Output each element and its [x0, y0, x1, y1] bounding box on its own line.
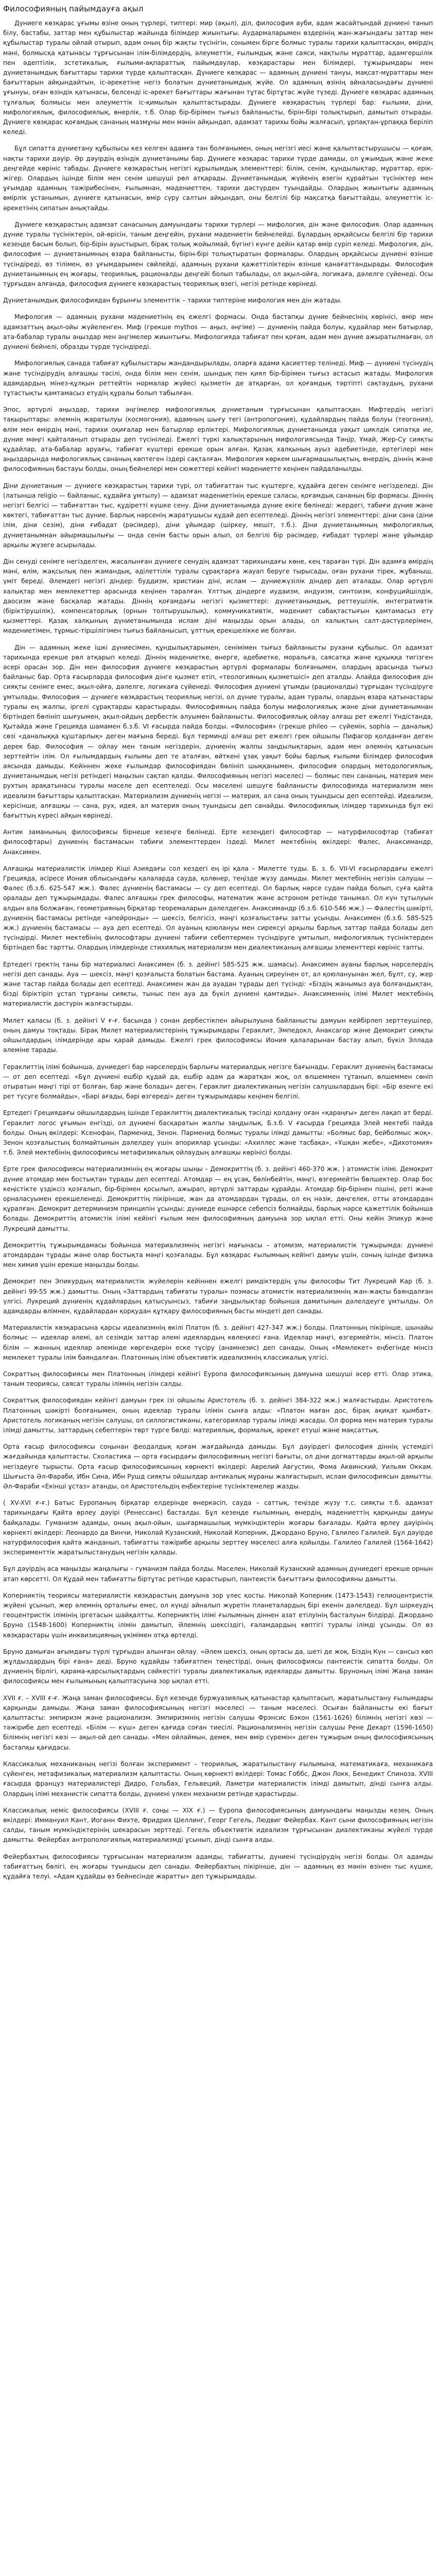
paragraph: Дүниеге көзқарас ұғымы өзіне оның түрлері, типтері: мир (ақыл), діл, философия ауби, адам жасайтындай дүниені танып білу, бастабы, заттар мен құбылыстар жайында білімдер жиынтығы. Аудармаларымен өздерінің жан-жағындағы заттар мен құбылыстар туралы ойлай отырып, адам оның бір жақты түсінігін, сонымен бірге болмыс туралы тарихи қалыптасқан, өмірдің мәні, болмысқа қатынасы тұрғысынан ілім-білімдердің, әлеуметтік, ғылымдық және саяси, нақтылы мұраттар, адамгершілік пен әдептілік, эстетикалық, ғылыми-ақпараттық пайымдаулар, көзқарастары мен білімдері, тұжырымдары мен дүниетанымдық бағыттары тарихи түрде қалыптасқан. Дүниеге көзқарас — адамның дүниені тануы, мақсат-мұраттары мен бағыттарын айқындайтын, іс-әрекетіне негіз болатын дүниетанымдық жүйе. Ол адамның өзінің айналасындағы дүниені ұғынуы, оған өзіндік қатынасы, белсенді іс-әрекет бағыттары жағынан тұтас біртұтас жүйе түзеді. Дүниеге көзқарас адамның тұлғалық болмысы мен әлеуметтік іс-қимылын қалыптастырады. Дүниеге көзқарастың түрлері бар: ғылыми, діни, мифологиялық, философиялық, өнерлік, т.б. Олар бір-бірімен тығыз байланысты, бірін-бірі толықтырып, дамытып отырады. Дүниеге көзқарас қоғамдық сананың мазмұны мен мәнін айқындап, адамзат тарихы бойы жалғасып, ұрпақтан-ұрпаққа беріліп келеді. [3, 20, 433, 136]
paragraph: Мифологиялық санада табиғат құбылыстары жандандырылады, оларға адами қасиеттер телінеді. Миф — дүниені түсінудің және түсіндірудің алғашқы тәсілі, онда білім мен сенім, шындық пен қиял бір-бірімен тығыз астасып жатады. Мифология адамдардың мінез-құлқын реттейтін нормалар жүйесі қызметін де атқарған, ол қоғамдық тәртіпті сақтаудың, рухани тұтастықты қамтамасыз етудің құралы болып табылған. [3, 360, 433, 397]
paragraph: Демокриттің тұжырымдамасы бойынша материализмнің негізгі мағынасы – атомизм, материалистік тұжырымда: дүниені атомдардан тұрады және олар бостықта мәңгі қозғалады. Бұл көзқарас ғылымның кейінгі дамуы үшін, соның ішінде физика мен химия үшін ерекше маңызды болды. [3, 1241, 433, 1269]
paragraph: Мифология — адамның рухани мәдениетінің ең ежелгі формасы. Онда бастапқы дүние бейнесінің көрінісі, өмір мен адамзаттың ақыл-ойы жүйеленген. Миф (грекше mythos — аңыз, әңгіме) — дүниенің пайда болуы, құдайлар мен батырлар, ата-бабалар туралы аңыздар мен әңгімелер жиынтығы. Мифологияда табиғат пен қоғам, адам мен дүние ажыратылмаған, ол дүниені бейнелі, образды түрде түсіндіреді. [3, 313, 433, 351]
page-title: Философияның пайымдауға ақыл [3, 4, 144, 13]
paragraph: Бұл дәуірдің аса маңызды жаңалығы – гуманизм пайда болды. Мәселен, Николай Кузанский адамның дүниедегі ерекше орнын атап көрсетті. Ол Құдай мен табиғатты біртұтас ретінде қарастырып, пантеистік бағыттағы философияны дамытты. [3, 1565, 433, 1583]
paragraph: Сократтық философиядан кейінгі дамуын грек ізі ойшылы Аристотель (б. з. дейінгі 384-322 жж.) жалғастырды. Аристотель Платонның шәкірті болғанымен, оның идеялар туралы ілімін сынға алды: «Платон маған дос, бірақ ақиқат қымбат». Аристотель логиканың негізін салушы, ол силлогистиканы, категориялар туралы ілімді жасады. Ол форма мен материя туралы ілімді дамытты, заттардың себептерін төрт түрге бөлді: материялық, формалық, әрекет етуші және мақсаттық. [3, 1397, 433, 1434]
paragraph: ( XV-XVI ғ-ғ.) Батыс Еуропаның бірқатар елдерінде өнеркәсіп, сауда – саттық, теңізде жүзу т.с. сияқты т.б. адамзат тарихындағы Қайта өрлеу дәуірі (Ренессанс) басталды. Бұл кезеңде ғылымның, өнердің, мәдениеттің қарқынды дамуы байқалады. Гуманизм адамды, оның ақыл-ойын, шығармашылық мүмкіндіктерін жоғары бағалады. Қайта өрлеу дәуірінің көрнекті өкілдері: Леонардо да Винчи, Николай Кузанский, Николай Коперник, Джордано Бруно, Галилео Галилей. Бұл дәуірде натурфилософия қайта жанданып, табиғатты тәжірибе арқылы зерттеу мәселесі алға қойылды. Галилео Галилей (1564-1642) эксперименттік жаратылыстанудың негізін қалады. [3, 1499, 433, 1556]
paragraph: Милет қаласы (б. з. дейінгі V ғ-ғ. басында ) сонан дербестікпен айырылуына байланысты дамуын кейбірлеп зерттеушілер, оның дамуы тоқтады. Бірақ Милет материалистерінің тұжырымдары Гераклит, Эмпедокл, Анаксагор және Демокрит сияқты ойшылдардың ілімдерінде ары қарай дамыды. Ежелгі грек философиясы Иония қалаларынан бастау алып, бүкіл Эллада әлеміне тарады. [3, 1016, 433, 1054]
paragraph: Гераклиттің ілімі бойынша, дүниедегі бар нәрселердің барлығы материалдық негізге бағынады. Гераклит дүниенің бастамасы — от деп есептеді. «Бұл дүниені ешбір құдай да, ешбір адам да жаратқан жоқ, ол өлшеммен тұтанып, өлшеммен сөніп отыратын мәңгі тірі от болған, бар және болады» деген. Гераклит диалектиканың негізін салушылардың бірі: «Бір өзенге екі рет түсуге болмайды», «Бәрі ағады, бәрі өзгереді» деген тұжырымдары кеңінен белгілі. [3, 1063, 433, 1100]
paragraph: Ертедегі Грециядағы ойшылдардың ішінде Гераклиттің диалектикалық тәсілді қолдану оған «қараңғы» деген лақап ат берді. Гераклит логос ұғымын енгізді, ол дүниені басқаратын жалпы заңдылық. Б.з.б. V ғасырда Грецияда Элей мектебі пайда болды. Оның өкілдері: Ксенофан, Парменид, Зенон. Парменид болмыс туралы ілімді дамытты: «Болмыс бар, бейболмыс жоқ». Зенон қозғалыстың болмайтынын дәлелдеу үшін апориялар ұсынды: «Ахиллес және тасбақа», «Ұшқан жебе», «Дихотомия» т.б. Элей мектебінің философиясы метафизикалық ойлаудың алғашқы көрінісі болды. [3, 1109, 433, 1157]
paragraph: Дүниетанымдық философиядан бұрынғы элементтік – тарихи типтеріне мифология мен дін жатады. [3, 297, 342, 304]
paragraph: Дүниеге көзқарастың адамзат санасының дамуындағы тарихи түрлері — мифология, дін және философия. Олар адамның дүние туралы түсініктерін, ой-өрісін, таным деңгейін, рухани мәдениетін бейнелейді. Бұлардың әрқайсысы белгілі бір тарихи кезеңде басым болып, бір-бірін ауыстырып, бірақ толық жойылмай, бүгінгі күнге дейін қатар өмір сүріп келеді. Мифология, дін, философия — дүниетанымның өзара байланысты, бірін-бірі толықтыратын формалары. Олардың әрқайсысы дүниені өзінше түсіндіреді, өз тілімен, өз ұғымдарымен сөйлейді, адамның рухани қажеттіліктерін өзінше қанағаттандырады. Философия дүниетанымның ең жоғары, теориялық, рационалды деңгейі болып табылады, ол ақыл-ойға, логикаға, дәлелге сүйенеді. Осы тұрғыдан алғанда, философия дүниеге көзқарастың теориялық өзегі, негізі ретінде көрінеді. [3, 221, 433, 288]
paragraph: Фейербахтың философиясы тұрғысынан материализм адамды, табиғатты, дүниені түсіндірудің негізі болды. Ол адамды табиғаттың бөлігі, ең жоғары туындысы деп санады. Фейербахтың пікірінше, дін — адамның өз мәнін өзінен тыс күшке, құдайға телуі. «Адам құдайды өз бейнесінде жаратты» деп тұжырымдады. [3, 1853, 433, 1880]
paragraph: XVII ғ. – XVIII ғ-ғ. Жаңа заман философиясы. Бұл кезеңде буржуазиялық қатынастар қалыптасып, жаратылыстану ғылымдары қарқынды дамыды. Жаңа заман философиясының негізгі мәселесі — таным мәселесі. Осыған байланысты екі бағыт қалыптасты: эмпиризм және рационализм. Эмпиризмнің негізін салушы Фрэнсис Бэкон (1561-1626) білімнің негізгі көзі — тәжірибе деп есептеді. «Білім — күш» деген қағида соған тиесілі. Рационализмнің негізін салушы Рене Декарт (1596-1650) білімнің негізгі көзі — ақыл-ой деп санады. «Мен ойлаймын, демек, мен өмір сүремін» деген тұжырым оның философиясының бастапқы қағидасы. [3, 1694, 433, 1751]
paragraph: Коперниктің теориясы материалистік көзқарастың дамуына зор үлес қосты. Николай Коперник (1473-1543) гелиоцентристік жүйені ұсынып, жер әлемнің орталығы емес, ол күнді айналып жүретін планеталардың бірі екенін дәлелдеді. Бұл шіркеудің геоцентристік ілімінің іргетасын шайқалтты. Коперниктің ілімі ғылымның діннен азат етілуінің басталуын білдірді. Джордано Бруно (1548-1600) Коперниктің ілімін дамытып, Әлемнің шексіздігі, ғаламдардың көптігі туралы ілімді ұсынды. Ол өз көзқарастары үшін инквизицияның үкімімен отқа өртелді. [3, 1591, 433, 1639]
article-body [3, 19, 433, 1882]
paragraph: Классикалық механиканың негізі болған эксперимент – теориялық, жаратылыстану ғылымына, математикаға, механикаға сүйенген, метафизикалық материализм қалыптасты. Оның көрнекті өкілдері: Томас Гоббс, Джон Локк, Бенедикт Спиноза. XVIII ғасырда француз материалистері Дидро, Гольбах, Гельвеций, Ламетри материалистік ілімді дамытып, дінді сынға алды. Олардың ілімі механистік сипатта болды, дүниені үлкен механизм ретінде қарастырды. [3, 1760, 433, 1798]
paragraph: Ерте грек философиясы материализмінің ең жоғары шыңы – Демокриттің (б. з. дейінгі 460-370 жж. ) атомистік ілімі. Демокрит дүние атомдар мен бостықтан тұрады деп есептеді. Атомдар — ең ұсақ, бөлінбейтін, мәңгі, өзгермейтін бөлшектер. Олар бос кеңістікте үздіксіз қозғалып, бір-бірімен қосылып, ажырап, әртүрлі заттарды құрайды. Атомдар бір-бірінен пішіні, реті және орналасуымен ерекшеленеді. Демокриттің пікірінше, жан да атомдардан тұрады, ол ең нәзік, дөңгелек, отты атомдардан құралған. Демокрит детерминизм принципін ұсынды: дүниеде ешнәрсе себепсіз болмайды, барлық нәрсе қажеттілік бойынша болады. Демокриттің атомистік ілімі кейінгі ғылым мен философияның дамуына зор ықпал етті. Оны кейін Эпикур және Лукреций дамытты. [3, 1165, 433, 1232]
paragraph: Эпос, әртүрлі аңыздар, тарихи әңгімелер мифологиялық дүниетаным тұрғысынан қалыптасқан. Мифтердің негізгі тақырыптары: әлемнің жаратылуы (космогония), адамның шығу тегі (антропогония), құдайлардың пайда болуы (теогония), өлім мен өмірдің мәні, тарихи оқиғалар мен батырлар ерліктері. Мифологиялық дүниетанымда уақыт циклдік сипатқа ие, дүние мәңгі қайталанып отырады деп түсініледі. Ежелгі түркі халықтарының мифологиясында Тәңір, Ұмай, Жер-Су сияқты құдайлар, ата-бабалар аруағы, табиғат күштері ерекше орын алған. Қазақ халқының ауыз әдебиетінде, ертегілері мен аңыздарында мифологиялық сананың көптеген іздері сақталған. Мифология көркем шығармашылықтың, өнердің, діннің және философияның бастауы болды, оның бейнелері мен сюжеттері кейінгі мәдениетте кеңінен пайдаланылды. [3, 406, 433, 473]
paragraph: Сократтың философиясы мен Платонның ілімдері кейінгі Еуропа философиясының дамуына шешуші әсер етті. Олар этика, таным теориясы, саясат туралы ілімнің негізін салды. [3, 1370, 433, 1388]
paragraph: Ертедегі гректің таны бір материалисі Анаксимен (б. з. дейінгі 585-525 жж. шамасы). Анаксимен ауаны барлық нәрселердің негізі деп санады. Ауа — шексіз, мәңгі қозғалыста болатын бастама. Ауаның сиреуінен от, ал қоюлануынан жел, бұлт, су, жер және тастар пайда болады деп есептеді. Анаксимен жан да ауадан тұрады деп түсінді: «Біздің жанымыз ауа болғандықтан, бізді біріктіріп ұстап тұрғаны сияқты, тыныс пен ауа да бүкіл дүниені қамтиды». Анаксименнің ілімі Милет мектебінің материалистік дәстүрін жалғастырды. [3, 960, 433, 1008]
paragraph: Діни дүниетаным — дүниеге көзқарастың тарихи түрі, ол табиғаттан тыс күштерге, құдайға деген сенімге негізделеді. Дін (латынша religio — байланыс, құдайға ұмтылу) — адамзат мәдениетінің ерекше саласы, қоғамдық сананың бір формасы. Діннің негізгі белгісі — табиғаттан тыс, құдіретті күшке сену. Діни дүниетанымда дүние екіге бөлінеді: жердегі, табиғи дүние және көктегі, табиғаттан тыс дүние. Барлық нәрсенің жаратушысы құдай деп есептеледі. Діннің негізгі элементтері: діни сана (діни ілім, діни сезім), діни ғибадат (рәсімдер), діни ұйымдар (шіркеу, мешіт, т.б.). Діни дүниетанымның мифологиялық дүниетанымнан айырмашылығы — онда сенім басты орын алып, ол белгілі бір рәсімдер, ғибадат түрлері және ұйымдар арқылы жүзеге асырылады. [3, 482, 433, 549]
paragraph: Демокрит пен Эпикурдың материалистік жүйелерін кейіннен ежелгі римдіктердің ұлы философы Тит Лукреций Кар (б. з. дейінгі 99-55 жж.) дамытты. Оның «Заттардың табиғаты туралы» поэмасы атомистік материализмнің жан-жақты баяндалған үлгісі. Лукреций дүниенің құдайлардың қатысуынсыз, табиғи заңдылықтар бойынша дамитынын дәлелдеуге ұмтылды. Ол адамдарды өлімнен, құдайлардан қорқудан құтқару философияның басты міндеті деп санады. [3, 1278, 433, 1315]
paragraph: Материалистік көзқарасына қарсы идеализмнің өкілі Платон (б. з. дейінгі 427-347 жж.) болды. Платонның пікірінше, шынайы болмыс — идеялар әлемі, ал сезімдік заттар әлемі идеялардың көлеңкесі ғана. Идеялар мәңгі, өзгермейтін, мінсіз. Платон білім — жанның идеялар әлемінде көргендерін еске түсіру (анамнезис) деп санады. Оның «Мемлекет» еңбегінде мінсіз мемлекет туралы ілім баяндалған. Платонның ілімі объективтік идеализмнің классикалық үлгісі. [3, 1324, 433, 1361]
paragraph: Орта ғасыр философиясы соңынан феодалдық қоғам жағдайында дамыды. Бұл дәуірдегі философия діннің үстемдігі жағдайында қалыптасты. Схоластика — орта ғасырдағы философияның негізгі бағыты, ол діни догматтарды ақыл-ой арқылы негіздеуге тырысты. Орта ғасыр философиясының көрнекті өкілдері: Аврелий Августин, Фома Аквинский, Уильям Оккам. Шығыста Әл-Фараби, Ибн Сина, Ибн Рушд сияқты ойшылдар антикалық мұраны жалғастырып, ислам философиясын дамытты. Әл-Фараби «Екінші ұстаз» атанды, ол Аристотельдің еңбектеріне түсініктемелер жазды. [3, 1443, 433, 1490]
paragraph: Бруно дамыған ағымдағы түрлі тұрғыдан алынған ойлау. «Әлем шексіз, оның ортасы да, шеті де жоқ. Біздің Күн — сансыз көп жұлдыздардың бірі ғана» деді. Бруно құдайды табиғатпен теңестірді, оның философиясы пантеистік сипатта болды. Ол дүниенің бірлігі, қарама-қарсылықтардың сәйкестігі туралы диалектикалық идеяларды дамытты. Бруноның ілімі Жаңа заман философиясы мен ғылымының қалыптасуына зор ықпал етті. [3, 1648, 433, 1685]
paragraph: Дін — адамның жеке ішкі дүниесімен, құндылықтарымен, сенімімен тығыз байланысты рухани құбылыс. Ол адамзат тарихында ерекше рөл атқарып келеді. Діннің мәдениетке, өнерге, әдебиетке, моральға, саясатқа және құқыққа тигізген әсері орасан зор. Дін мен философия дүниеге көзқарастың әртүрлі формалары болғанымен, олардың арасында тығыз байланыс бар. Орта ғасырларда философия дінге қызмет етіп, «теологияның қызметшісі» деп аталды. Алайда философия дін сияқты сенімге емес, ақыл-ойға, дәлелге, логикаға сүйенеді. Философия дүниені ұтымды (рационалды) тұрғыдан түсіндіруге ұмтылады. Философия — дүниеге көзқарастың теориялық негізі, ол дүние туралы, адам туралы, олардың өзара қатынастары туралы ең жалпы, іргелі сұрақтарды қарастырады. Философияның пайда болуы мифологиялық және діни дүниетанымнан біртіндеп бөлініп шығуымен, ақыл-ойдың дербестік алуымен байланысты. Философиялық ойлау алғаш рет ежелгі Үндістанда, Қытайда және Грецияда шамамен б.з.б. VI ғасырда пайда болды. «Философия» (грекше phileo — сүйемін, sophia — даналық) сөзі «даналыққа құштарлық» деген мағына береді. Бұл терминді алғаш рет ежелгі грек ойшылы Пифагор қолданған деген дерек бар. Философия — ойлау мен таным негіздерін, дүниенің жалпы заңдылықтарын, адам мен әлемнің қатынасын зерттейтін ілім. Ол ғылымдардың ғылымы деп те аталған, өйткені ұзақ уақыт бойы барлық ғылыми білімдер философия аясында дамыды. Кейіннен жеке ғылымдар философиядан бөлініп шыққанымен, философия олардың методологиялық, дүниетанымдық негізі ретіндегі маңызын сақтап қалды. Философияның негізгі мәселесі — болмыс пен сананың, материя мен рухтың арақатынасы туралы мәселе деп есептеледі. Осы мәселені шешуге байланысты философияда материализм мен идеализм бағыттары қалыптасқан. Материализм дүниенің негізі — материя, ал сана оның туындысы деп есептейді. Идеализм, керісінше, алғашқы — сана, рух, идея, ал материя оның туындысы деп санайды. Философиялық ілімдер тарихында бұл екі бағыттың күресі айқын көрінеді. [3, 643, 433, 820]
paragraph: Антик заманының философиясы бірнеше кезеңге бөлінеді. Ерте кезеңдегі философтар — натурфилософтар (табиғат философтары) дүниенің бастамасын табиғи элементтерден іздеді. Милет мектебінің өкілдері: Фалес, Анаксимандр, Анаксимен. [3, 828, 433, 856]
paragraph: Бұл сипатта дүниетану құбылысы кез келген адамға тән болғанымен, оның негізгі иесі және қалыптастырушысы — қоғам, нақты тарихи дәуір. Әр дәуірдің өзіндік дүниетанымы бар. Дүниеге көзқарас тарихи түрде дамиды, ол ұжымдық және жеке деңгейде көрініс табады. Дүниеге көзқарастың негізгі құрылымдық элементтері: білім, сенім, құндылықтар, мұраттар, ерік-жігер. Олардың ішінде білім мен сенім шешуші рөл атқарады. Дүниетанымдық жүйенің өзегін құрайтын түсініктер мен ұғымдар адамның тәжірибесінен, ғылымнан, мәдениеттен, тарихи дәстүрден туындайды. Олардың жиынтығы адамның өмірлік ұстанымын, дүниеге қатынасын, өмір сүру салтын айқындап, оны белгілі бір мақсатқа бағыттайды, әлеуметтік іс-әрекетінің сипатын анықтайды. [3, 145, 433, 212]
paragraph: Классикалық неміс философиясы (XVIII ғ. соңы — XIX ғ.) — Еуропа философиясының дамуындағы маңызды кезең. Оның өкілдері: Иммануил Кант, Иоганн Фихте, Фридрих Шеллинг, Георг Гегель, Людвиг Фейербах. Кант сыни философияның негізін салды, таным мүмкіндіктерінің шекарасын зерттеді. Гегель объективтік идеализм тұрғысынан диалектиканы жүйелі түрде дамытты. Фейербах антропологиялық материализмді ұсынып, дінді сынға алды. [3, 1806, 433, 1844]
paragraph: Алғашқы материалистік ілімдер Кіші Азиядағы сол кездегі ең ірі қала – Милетте туды. Б. з. б. VII-VI ғасырлардағы ежелгі Грецияда, әсіресе Иония облысындағы қалаларда сауда, қолөнер, теңізде жүзу дамыды. Милет мектебінің негізін салушы — Фалес (б.з.б. 625-547 жж.). Фалес дүниенің бастамасы — су деп есептеді. Ол барлық нәрсе судан пайда болып, суға қайта оралады деп тұжырымдады. Фалес алғашқы грек философы, математик және астроном ретінде танымал. Ол күн тұтылуын алдын ала болжаған, геометрияның бірқатар теоремаларын дәлелдеген. Анаксимандр (б.з.б. 610-546 жж.) — Фалестің шәкірті, дүниенің бастамасы ретінде «апейронды» — шексіз, белгісіз, мәңгі қозғалыстағы затты ұсынды. Анаксимен (б.з.б. 585-525 жж.) дүниенің бастамасы — ауа деп есептеді. Ол ауаның қоюлануы мен сирексуі арқылы барлық заттар пайда болады деп түсіндірді. Милет мектебінің философтары дүниені табиғи себептермен түсіндіруге ұмтылып, мифологиялық түсініктерден біртіндеп бас тартты. Олардың ілімдерінде стихиялық материализм мен диалектиканың алғашқы элементтері көрініс тапты. [3, 865, 433, 952]
paragraph: Дін сенуді сенімге негізделген, жасалынған дүниеге сенудің адамзат тарихындағы көне, кең тараған түрі. Дін адамға өмірдің мәні, өлім, жақсылық пен жамандық, әділеттілік туралы сұрақтарға жауап беруге тырысады, оған рухани тірек, жұбаныш, үміт береді. Әлемдегі негізгі діндер: буддизм, христиан діні, ислам — дүниежүзілік діндер деп аталады. Олар әртүрлі халықтар мен мемлекеттер арасында кеңінен таралған. Ұлттық діндерге иудаизм, индуизм, синтоизм, конфуцийшілдік, даосизм және басқалар жатады. Діннің қоғамдағы негізгі қызметтері: дүниетанымдық, реттеушілік, интегративтік (біріктірушілік), компенсаторлық (орнын толтырушылық), коммуникативтік, мәдениет сабақтастығын қамтамасыз ету қызметтері. Қазақ халқының дүниетанымында ислам діні маңызды орын алады, ол халықтың салт-дәстүрлерімен, мәдениетімен, тұрмыс-тіршілігімен тығыз байланысып, ұлттық ерекшелікке ие болған. [3, 557, 433, 635]
